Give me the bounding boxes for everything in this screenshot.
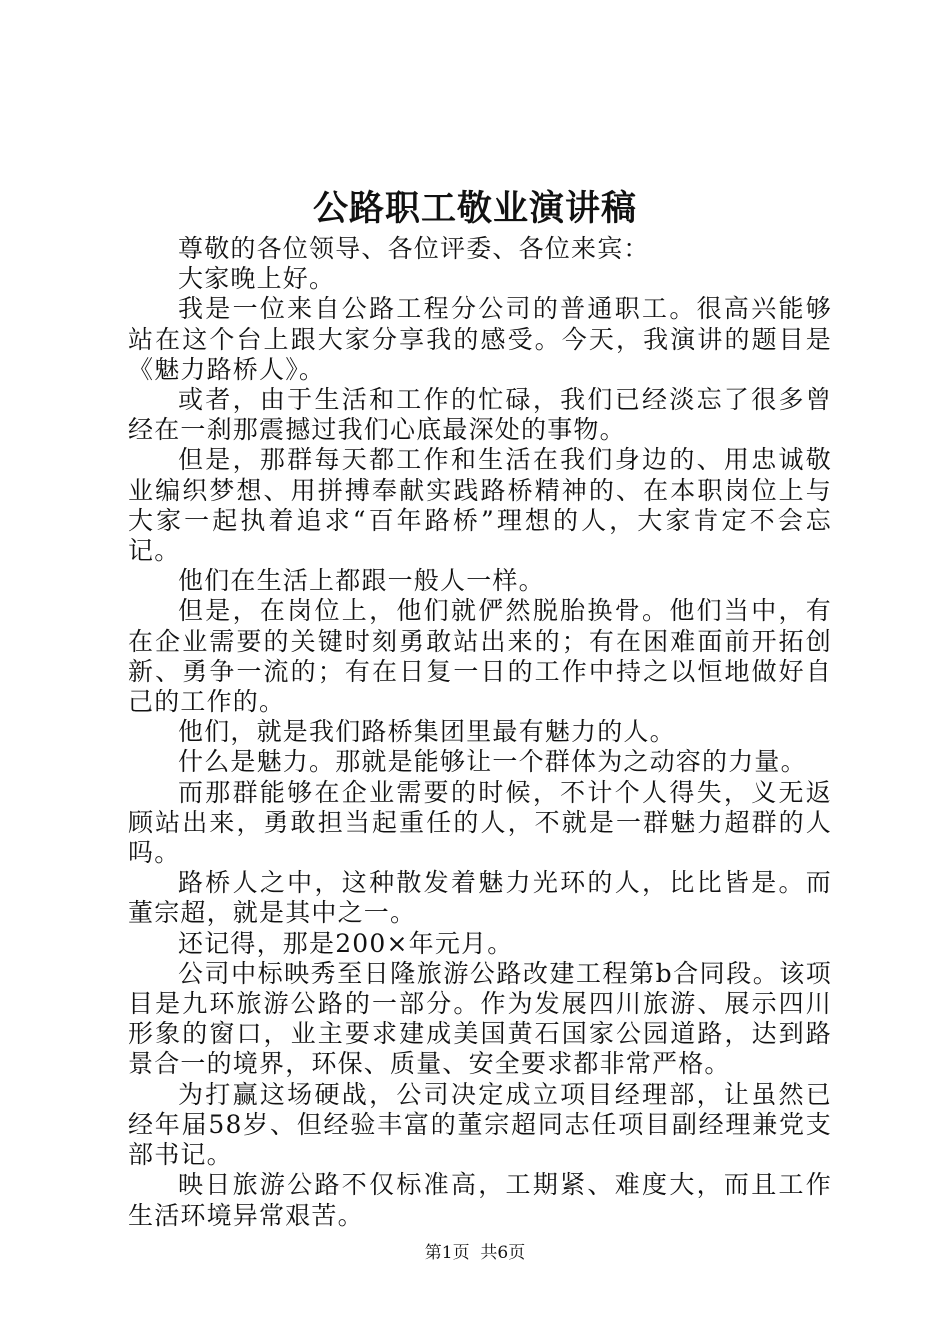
page-footer <box>0 1241 950 1265</box>
paragraph: 或者，由于生活和工作的忙碌，我们已经淡忘了很多曾经在一刹那震撼过我们心底最深处的事物。 <box>128 385 832 445</box>
paragraph: 而那群能够在企业需要的时候，不计个人得失，义无返顾站出来，勇敢担当起重任的人，不就是一群魅力超群的人吗。 <box>128 777 832 868</box>
document-title: 公路职工敬业演讲稿 <box>312 188 637 229</box>
paragraph: 我是一位来自公路工程分公司的普通职工。很高兴能够站在这个台上跟大家分享我的感受。今天，我演讲的题目是《魅力路桥人》。 <box>128 294 832 384</box>
paragraph: 他们在生活上都跟一般人一样。 <box>178 566 545 596</box>
paragraph-greeting: 大家晚上好。 <box>178 264 336 294</box>
paragraph: 为打赢这场硬战，公司决定成立项目经理部，让虽然已经年届58岁、但经验丰富的董宗超同志任项目副经理兼党支部书记。 <box>128 1079 832 1170</box>
page-number: 第1页 <box>424 1243 470 1263</box>
paragraph: 还记得，那是200×年元月。 <box>178 928 514 958</box>
paragraph: 映日旅游公路不仅标准高，工期紧、难度大，而且工作生活环境异常艰苦。 <box>128 1170 832 1230</box>
page-total: 共6页 <box>480 1243 526 1263</box>
paragraph: 但是，在岗位上，他们就俨然脱胎换骨。他们当中，有在企业需要的关键时刻勇敢站出来的；有在困难面前开拓创新、勇争一流的；有在日复一日的工作中持之以恒地做好自己的工作的。 <box>128 596 832 717</box>
paragraph: 公司中标映秀至日隆旅游公路改建工程第b合同段。该项目是九环旅游公路的一部分。作为发展四川旅游、展示四川形象的窗口，业主要求建成美国黄石国家公园道路，达到路景合一的境界，环保、质量、安全要求都非常严格。 <box>128 958 832 1079</box>
paragraph: 他们，就是我们路桥集团里最有魅力的人。 <box>178 717 676 747</box>
paragraph-salutation: 尊敬的各位领导、各位评委、各位来宾： <box>178 234 650 263</box>
document-body <box>128 234 832 1231</box>
paragraph: 但是，那群每天都工作和生活在我们身边的、用忠诚敬业编织梦想、用拼搏奉献实践路桥精神的、在本职岗位上与大家一起执着追求“百年路桥”理想的人，大家肯定不会忘记。 <box>128 445 832 566</box>
paragraph: 路桥人之中，这种散发着魅力光环的人，比比皆是。而董宗超，就是其中之一。 <box>128 868 832 928</box>
paragraph: 什么是魅力。那就是能够让一个群体为之动容的力量。 <box>178 747 807 777</box>
